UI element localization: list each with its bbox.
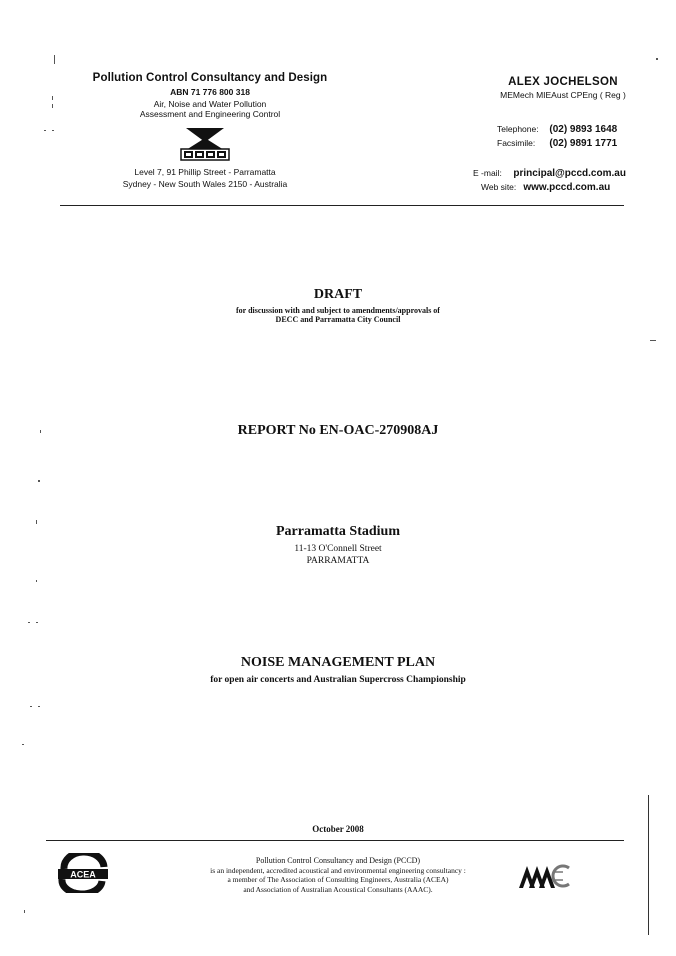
scan-artifact	[656, 58, 658, 60]
scan-artifact	[36, 580, 37, 582]
scan-artifact	[24, 910, 25, 913]
scan-artifact	[52, 96, 53, 100]
footer-line-1: Pollution Control Consultancy and Design (PCCD)	[255, 856, 421, 865]
telephone-value: (02) 9893 1648	[549, 124, 618, 135]
scan-artifact	[648, 795, 649, 935]
website-label: Web site:	[481, 182, 517, 192]
company-name: Pollution Control Consultancy and Design	[92, 72, 328, 84]
draft-note-line-1: for discussion with and subject to amendments/approvals of	[236, 306, 440, 315]
address-block	[90, 167, 320, 189]
header-divider	[60, 205, 624, 206]
scan-artifact	[38, 706, 40, 707]
scan-artifact	[30, 706, 32, 707]
principal-qualifications: MEMech MIEAust CPEng ( Reg )	[500, 90, 626, 100]
footer-text	[160, 856, 516, 894]
principal-name: ALEX JOCHELSON	[508, 76, 618, 88]
abn-number: ABN 71 776 800 318	[170, 87, 250, 97]
scan-artifact	[38, 480, 40, 482]
email-web-block	[473, 168, 653, 196]
project-name: Parramatta Stadium	[275, 524, 401, 539]
email-label: E -mail:	[473, 168, 502, 178]
phone-fax-block	[497, 124, 647, 152]
scan-artifact	[54, 55, 55, 64]
footer-line-2: is an independent, accredited acoustical and environmental engineering consultancy :	[210, 865, 466, 875]
acea-logo-text: ACEA	[70, 869, 96, 880]
report-number: REPORT No EN-OAC-270908AJ	[237, 423, 439, 438]
scan-artifact	[52, 104, 53, 108]
scan-artifact	[36, 520, 37, 524]
facsimile-value: (02) 9891 1771	[549, 138, 618, 149]
pccd-logo	[180, 128, 230, 162]
footer-divider	[46, 840, 624, 841]
scan-artifact	[40, 430, 41, 433]
scan-artifact	[28, 622, 30, 623]
project-suburb: PARRAMATTA	[306, 556, 370, 566]
draft-note-line-2: DECC and Parramatta City Council	[275, 315, 401, 324]
draft-block	[180, 287, 496, 324]
address-line-2: Sydney - New South Wales 2150 - Australia	[122, 179, 288, 189]
website-value: www.pccd.com.au	[523, 182, 611, 193]
scan-artifact	[36, 622, 38, 623]
aaac-logo	[519, 862, 577, 890]
scan-artifact	[52, 130, 54, 131]
principal-block	[478, 76, 648, 100]
scan-artifact	[22, 744, 24, 745]
project-street: 11-13 O'Connell Street	[294, 544, 382, 554]
scan-artifact	[44, 130, 46, 131]
address-line-1: Level 7, 91 Phillip Street - Parramatta	[134, 167, 276, 177]
facsimile-label: Facsimile:	[497, 138, 536, 148]
plan-subtitle: for open air concerts and Australian Supercross Championship	[210, 675, 466, 685]
plan-title: NOISE MANAGEMENT PLAN	[240, 655, 436, 670]
scan-artifact	[650, 340, 656, 341]
draft-title: DRAFT	[313, 287, 363, 302]
project-block	[180, 524, 496, 566]
services-line-1: Air, Noise and Water Pollution	[153, 99, 267, 109]
footer-line-3: a member of The Association of Consulting Engineers, Australia (ACEA)	[227, 875, 449, 884]
email-value: principal@pccd.com.au	[513, 168, 626, 179]
plan-block	[150, 655, 526, 685]
letterhead-left	[70, 72, 350, 119]
services-line-2: Assessment and Engineering Control	[139, 109, 281, 119]
footer-line-4: and Association of Australian Acoustical Consultants (AAAC).	[243, 884, 433, 894]
telephone-label: Telephone:	[497, 124, 539, 134]
report-date: October 2008	[312, 824, 364, 834]
acea-logo	[56, 853, 110, 893]
